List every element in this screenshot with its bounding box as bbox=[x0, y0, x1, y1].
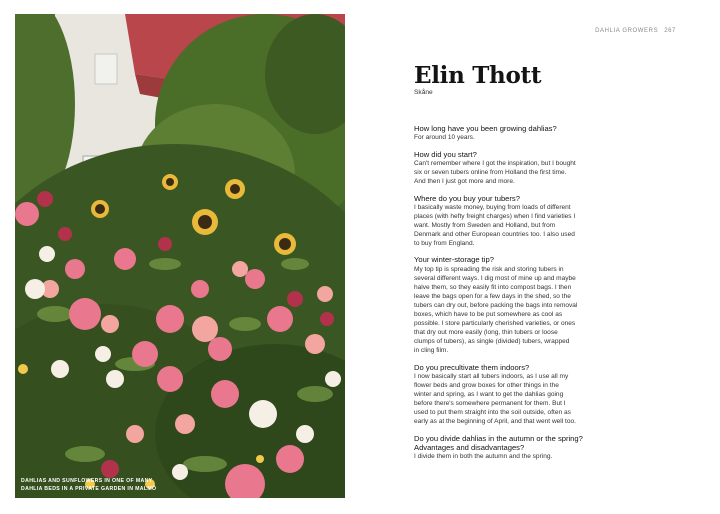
interview-item bbox=[414, 255, 600, 355]
running-head bbox=[589, 28, 676, 34]
garden-photo-illustration bbox=[15, 14, 345, 498]
grower-region: Skåne bbox=[414, 89, 433, 96]
interview-question: How long have you been growing dahlias? bbox=[414, 124, 557, 133]
interview-item bbox=[414, 194, 600, 249]
photo-caption-line2: DAHLIA BEDS IN A PRIVATE GARDEN IN MALMÖ bbox=[21, 486, 157, 492]
interview-question: Where do you buy your tubers? bbox=[414, 193, 520, 203]
interview-item bbox=[414, 363, 600, 427]
interview-item bbox=[414, 434, 600, 462]
interview-question: How did you start? bbox=[414, 149, 477, 159]
grower-name: Elin Thott bbox=[414, 62, 542, 89]
interview-answer: Can't remember where I got the inspiration, but I bought six or seven tubers online from Holland the first time. And then I just got more and more. bbox=[414, 160, 576, 186]
interview-question: Your winter-storage tip? bbox=[414, 255, 494, 265]
interview-answer: I now basically start all tubers indoors, as I use all my flower beds and grow boxes for other things in the winter and spring, as I want to get the dahlias going before there's somewhere permanent for them. But I used to put them straight into the soil outside, often as early as at the beginning of April, and that went well too. bbox=[414, 372, 576, 426]
section-title: DAHLIA GROWERS bbox=[595, 28, 659, 34]
interview-answer: For around 10 years. bbox=[414, 134, 475, 142]
interview-item bbox=[414, 150, 600, 186]
interview-question: Do you precultivate them indoors? bbox=[414, 362, 530, 372]
photo-caption bbox=[21, 477, 156, 493]
photo-caption-line1: DAHLIAS AND SUNFLOWERS IN ONE OF MANY bbox=[21, 478, 153, 484]
garden-photo bbox=[15, 14, 345, 498]
interview-answer: I basically waste money, buying from loads of different places (with hefty freight charges) when I find varieties I want. Mostly from Sweden and Holland, but from Denmark and other European countries too. I also used to buy from England. bbox=[414, 203, 576, 248]
interview-question: Do you divide dahlias in the autumn or the spring? Advantages and disadvantages? bbox=[414, 433, 583, 452]
interview bbox=[414, 124, 600, 469]
interview-answer: My top tip is spreading the risk and storing tubers in several different ways. I dig most of mine up and maybe halve them, so they easily fit into compost bags. I then leave the bags open for a few days in the shed, so the tubers can dry out, before packing the bags into removal boxes, which have to be put somewhere as cool as possible. I store particularly cherished varieties, or ones that dry out more easily (long, thin tubers or loose clumps of tubers), as single (divided) tubers, wrapped in cling film. bbox=[414, 265, 578, 355]
page-number: 267 bbox=[664, 28, 676, 34]
interview-item bbox=[414, 124, 600, 142]
interview-answer: I divide them in both the autumn and the spring. bbox=[414, 453, 553, 461]
